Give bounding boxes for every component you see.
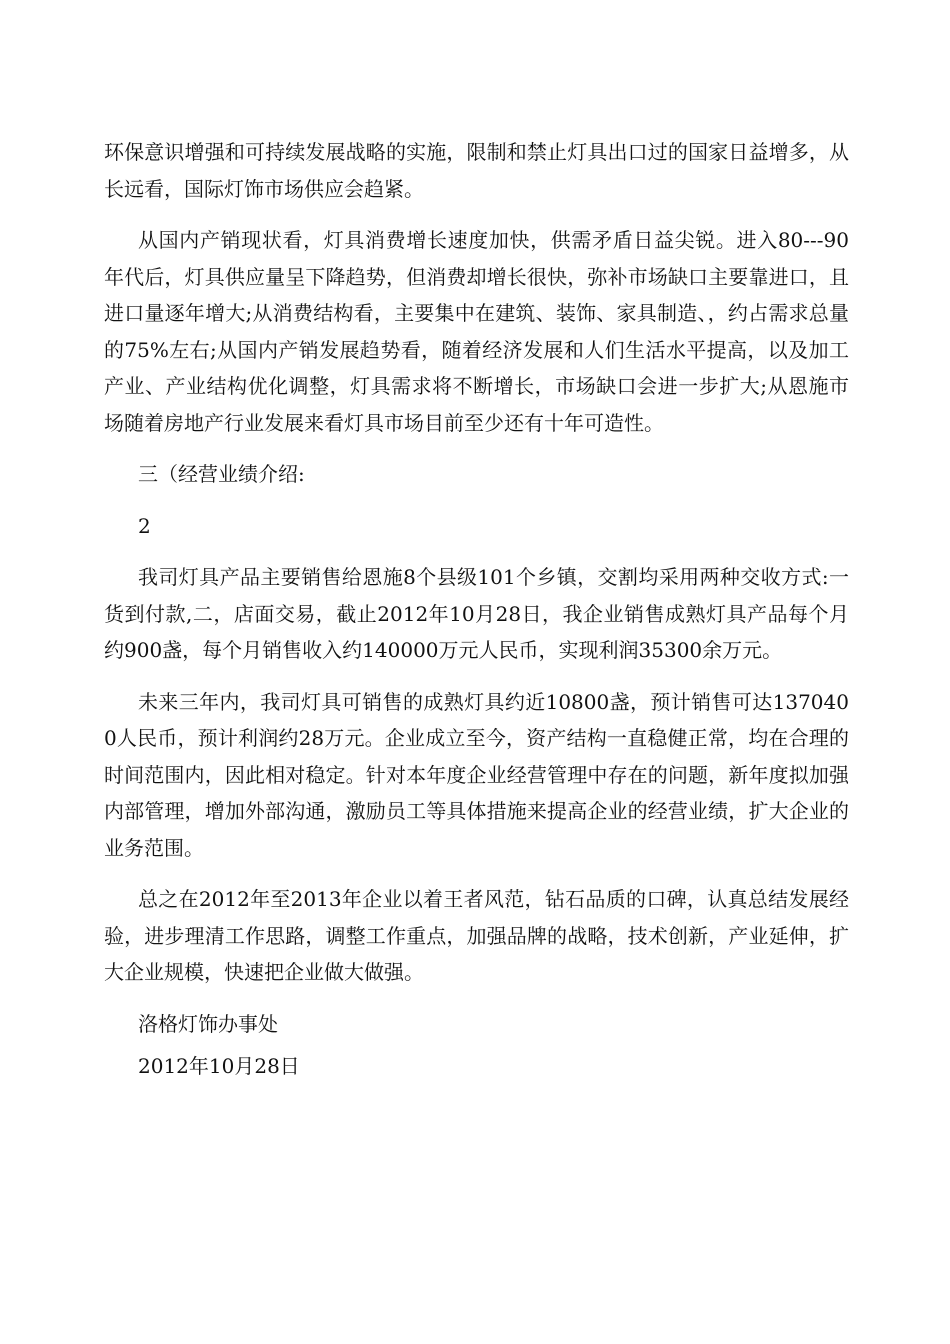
paragraph-export-outlook: 环保意识增强和可持续发展战略的实施，限制和禁止灯具出口过的国家日益增多，从长远看，国际灯饰市场供应会趋紧。 xyxy=(104,140,849,201)
paragraph-sales: 我司灯具产品主要销售给恩施8个县级101个乡镇，交割均采用两种交收方式:一货到付款,二，店面交易，截止2012年10月28日，我企业销售成熟灯具产品每个月约900盏，每个月销售收入约140000万元人民币，实现利润35300余万元。 xyxy=(104,565,849,662)
document-body xyxy=(104,134,849,1091)
paragraph-forecast: 未来三年内，我司灯具可销售的成熟灯具约近10800盏，预计销售可达1370400人民币，预计利润约28万元。企业成立至今，资产结构一直稳健正常，均在合理的时间范围内，因此相对稳定。针对本年度企业经营管理中存在的问题，新年度拟加强内部管理，增加外部沟通，激励员工等具体措施来提高企业的经营业绩，扩大企业的业务范围。 xyxy=(104,689,849,860)
signature-organization: 洛格灯饰办事处 xyxy=(138,1011,278,1036)
signature-date: 2012年10月28日 xyxy=(138,1054,300,1078)
paragraph-summary: 总之在2012年至2013年企业以着王者风范，钻石品质的口碑，认真总结发展经验，进步理清工作思路，调整工作重点，加强品牌的战略，技术创新，产业延伸，扩大企业规模，快速把企业做大做强。 xyxy=(104,887,849,984)
page-number: 2 xyxy=(138,513,151,538)
section-heading-performance: 三（经营业绩介绍: xyxy=(138,462,305,486)
paragraph-domestic-market: 从国内产销现状看，灯具消费增长速度加快，供需矛盾日益尖锐。进入80---90年代后，灯具供应量呈下降趋势，但消费却增长很快，弥补市场缺口主要靠进口，且进口量逐年增大;从消费结构看，主要集中在建筑、装饰、家具制造、，约占需求总量的75%左右;从国内产销发展趋势看，随着经济发展和人们生活水平提高，以及加工产业、产业结构优化调整，灯具需求将不断增长，市场缺口会进一步扩大;从恩施市场随着房地产行业发展来看灯具市场目前至少还有十年可造性。 xyxy=(104,228,849,435)
